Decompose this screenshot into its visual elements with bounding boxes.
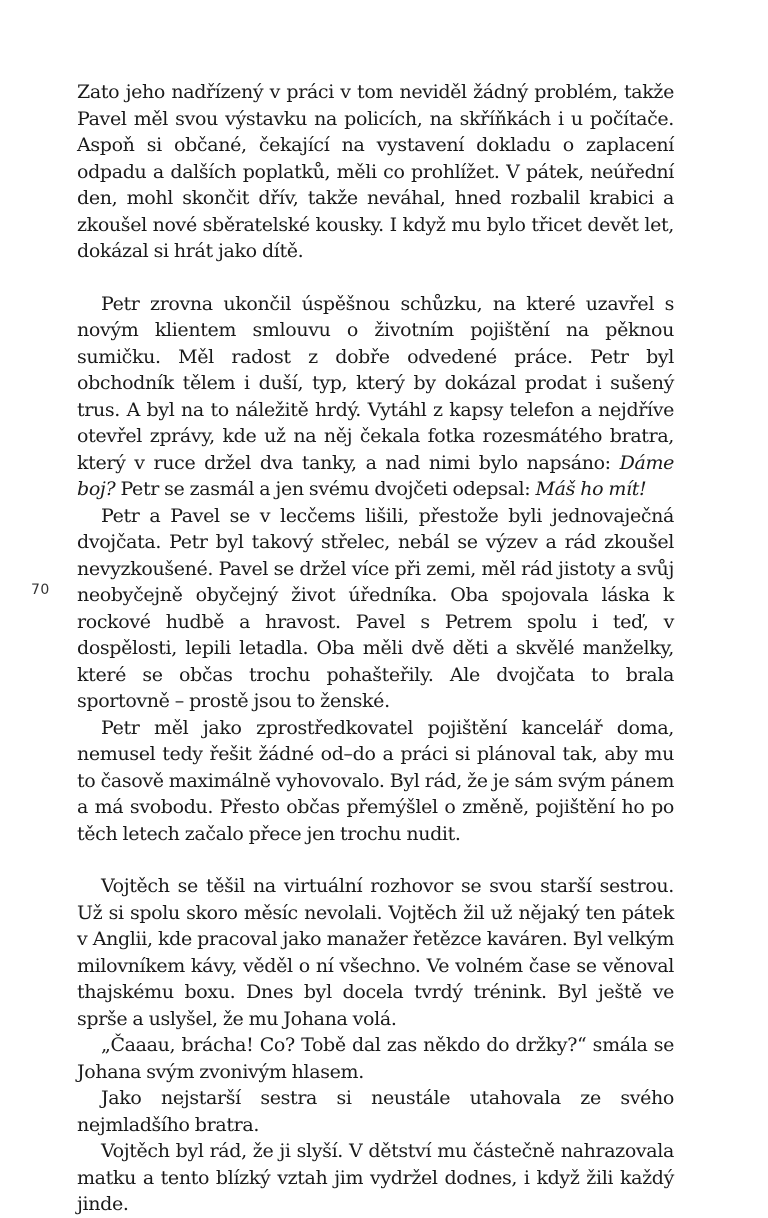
paragraph: Petr a Pavel se v lecčems lišili, přestože byli jednovaječná dvojčata. Petr byl takový střelec, nebál se výzev a rád zkoušel nevyzkoušené. Pavel se držel více při zemi, měl rád jistoty a svůj neobyčejně obyčejný život úředníka. Oba spojovala láska k rockové hudbě a hravost. Pavel s Petrem spolu i teď, v dospělosti, lepili letadla. Oba měli dvě děti a skvělé manželky, které se občas trochu pohašteřily. Ale dvojčata to brala sportovně – prostě jsou to ženské. bbox=[77, 504, 674, 712]
paragraph-text: Petr se zasmál a jen svému dvojčeti odepsal: bbox=[115, 478, 536, 500]
italic-quote: Dáme boj? bbox=[77, 451, 674, 500]
page-number: 70 bbox=[31, 582, 50, 598]
paragraph: „Čaaau, brácha! Co? Tobě dal zas někdo do držky?“ smála se Johana svým zvonivým hlasem. bbox=[77, 1034, 674, 1083]
paragraph bbox=[77, 291, 674, 503]
paragraph: Zato jeho nadřízený v práci v tom neviděl žádný problém, takže Pavel měl svou výstavku na policích, na skříňkách i u počítače. Aspoň si občané, čekající na vystavení dokladu o zaplacení odpadu a dalších poplatků, měli co prohlížet. V pátek, neúřední den, mohl skončit dřív, takže neváhal, hned rozbalil krabici a zkoušel nové sběratelské kousky. I když mu bylo třicet devět let, dokázal si hrát jako dítě. bbox=[77, 81, 674, 262]
body-text bbox=[77, 79, 674, 1218]
italic-quote: Máš ho mít! bbox=[535, 478, 647, 500]
paragraph: Petr měl jako zprostředkovatel pojištění kancelář doma, nemusel tedy řešit žádné od–do a práci si plánoval tak, aby mu to časově maximálně vyhovovalo. Byl rád, že je sám svým pánem a má svobodu. Přesto občas přemýšlel o změně, pojištění ho po těch letech začalo přece jen trochu nudit. bbox=[77, 716, 674, 845]
paragraph: Vojtěch byl rád, že ji slyší. V dětství mu částečně nahrazovala matku a tento blízký vztah jim vydržel dodnes, i když žili každý jinde. bbox=[77, 1140, 674, 1215]
paragraph-text: Petr zrovna ukončil úspěšnou schůzku, na které uzavřel s novým klientem smlouvu o životním pojištění na pěknou sumičku. Měl radost z dobře odvedené práce. Petr byl obchodník tělem i duší, typ, který by dokázal prodat i sušený trus. A byl na to náležitě hrdý. Vytáhl z kapsy telefon a nejdříve otevřel zprávy, kde už na něj čekala fotka rozesmátého bratra, který v ruce držel dva tanky, a nad nimi bylo napsáno: bbox=[77, 292, 674, 474]
paragraph: Jako nejstarší sestra si neustále utahovala ze svého nejmladšího bratra. bbox=[77, 1087, 674, 1136]
paragraph: Vojtěch se těšil na virtuální rozhovor se svou starší sestrou. Už si spolu skoro měsíc nevolali. Vojtěch žil už nějaký ten pátek v Anglii, kde pracoval jako manažer řetězce kaváren. Byl velkým milovníkem kávy, věděl o ní všechno. Ve volném čase se věnoval thajskému boxu. Dnes byl docela tvrdý trénink. Byl ještě ve sprše a uslyšel, že mu Johana volá. bbox=[77, 875, 674, 1030]
